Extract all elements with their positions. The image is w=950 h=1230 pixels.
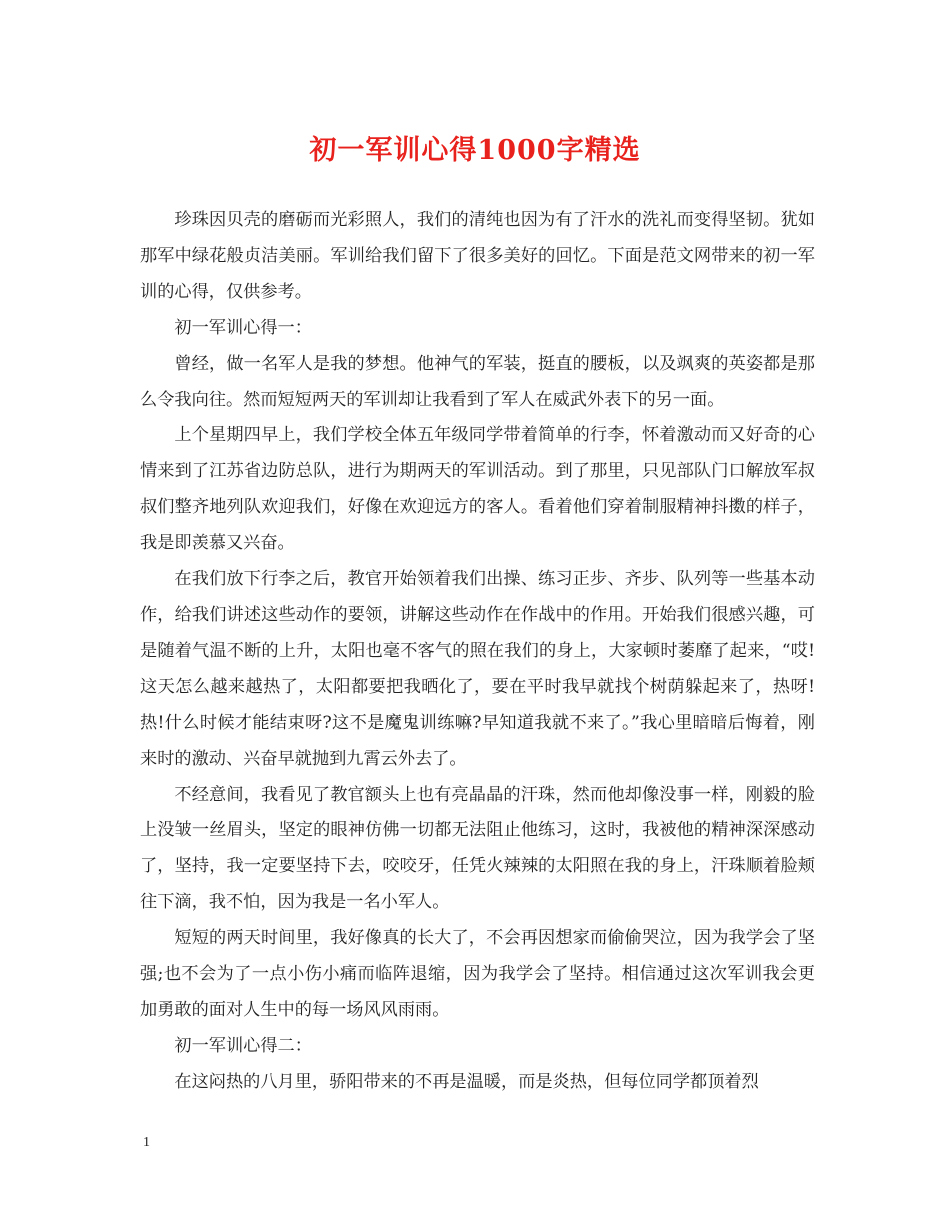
section-heading-1: 初一军训心得一： xyxy=(174,317,312,338)
paragraph: 曾经，做一名军人是我的梦想。他神气的军装，挺直的腰板，以及飒爽的英姿都是那么令我向往。然而短短两天的军训却让我看到了军人在威武外表下的另一面。 xyxy=(140,353,815,410)
paragraph: 在这闷热的八月里，骄阳带来的不再是温暖，而是炎热，但每位同学都顶着烈 xyxy=(174,1071,759,1092)
section-heading-2: 初一军训心得二： xyxy=(174,1035,312,1056)
paragraph-intro: 珍珠因贝壳的磨砺而光彩照人，我们的清纯也因为有了汗水的洗礼而变得坚韧。犹如那军中绿花般贞洁美丽。军训给我们留下了很多美好的回忆。下面是范文网带来的初一军训的心得，仅供参考。 xyxy=(140,210,815,302)
paragraph: 在我们放下行李之后，教官开始领着我们出操、练习正步、齐步、队列等一些基本动作，给我们讲述这些动作的要领，讲解这些动作在作战中的作用。开始我们很感兴趣，可是随着气温不断的上升，太阳也毫不客气的照在我们的身上，大家顿时萎靡了起来，“哎!这天怎么越来越热了，太阳都要把我晒化了，要在平时我早就找个树荫躲起来了，热呀!热!什么时候才能结束呀?这不是魔鬼训练嘛?早知道我就不来了。”我心里暗暗后悔着，刚来时的激动、兴奋早就抛到九霄云外去了。 xyxy=(140,569,815,769)
paragraph: 短短的两天时间里，我好像真的长大了，不会再因想家而偷偷哭泣，因为我学会了坚强;也不会为了一点小伤小痛而临阵退缩，因为我学会了坚持。相信通过这次军训我会更加勇敢的面对人生中的每一场风风雨雨。 xyxy=(140,928,815,1020)
document-body xyxy=(140,203,815,1101)
paragraph: 上个星期四早上，我们学校全体五年级同学带着简单的行李，怀着激动而又好奇的心情来到了江苏省边防总队，进行为期两天的军训活动。到了那里，只见部队门口解放军叔叔们整齐地列队欢迎我们，好像在欢迎远方的客人。看着他们穿着制服精神抖擞的样子，我是即羡慕又兴奋。 xyxy=(140,425,815,554)
page-number: 1 xyxy=(143,1135,150,1150)
paragraph: 不经意间，我看见了教官额头上也有亮晶晶的汗珠，然而他却像没事一样，刚毅的脸上没皱一丝眉头，坚定的眼神仿佛一切都无法阻止他练习，这时，我被他的精神深深感动了，坚持，我一定要坚持下去，咬咬牙，任凭火辣辣的太阳照在我的身上，汗珠顺着脸颊往下滴，我不怕，因为我是一名小军人。 xyxy=(140,784,815,913)
document-title: 初一军训心得1000字精选 xyxy=(309,135,641,166)
